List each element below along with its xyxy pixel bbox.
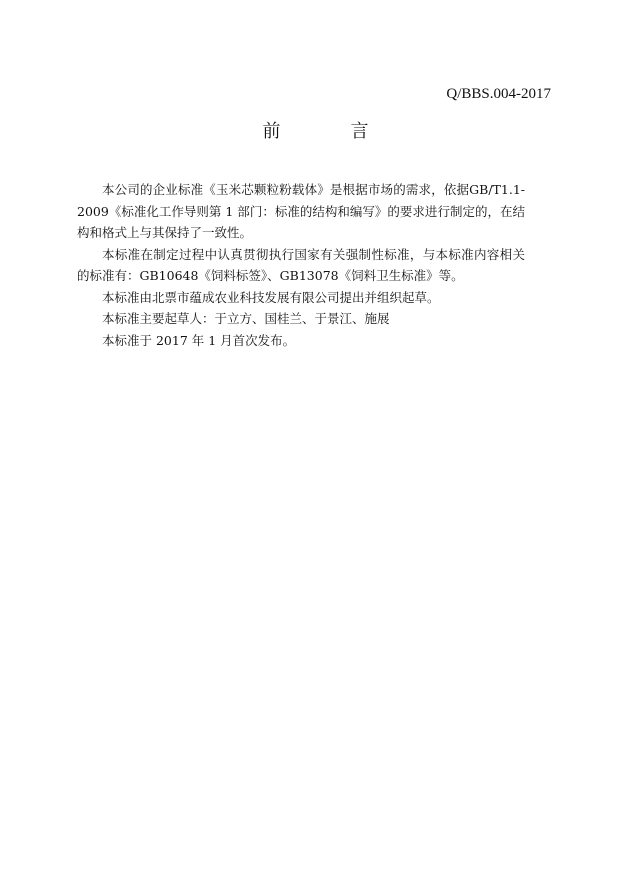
paragraph-related-standards: 本标准在制定过程中认真贯彻执行国家有关强制性标准，与本标准内容相关的标准有：GB10648《饲料标签》、GB13078《饲料卫生标准》等。 bbox=[77, 246, 525, 283]
paragraph-drafters: 本标准主要起草人：于立方、国桂兰、于景江、施展 bbox=[102, 311, 390, 326]
paragraph-release: 本标准于 2017 年 1 月首次发布。 bbox=[102, 332, 296, 348]
foreword-body bbox=[77, 179, 525, 351]
page-title: 前 言 bbox=[262, 121, 395, 142]
paragraph-proposer: 本标准由北票市蕴成农业科技发展有限公司提出并组织起草。 bbox=[102, 289, 440, 305]
paragraph-purpose: 本公司的企业标准《玉米芯颗粒粉载体》是根据市场的需求，依据GB/T1.1-2009《标准化工作导则第 1 部门：标准的结构和编写》的要求进行制定的，在结构和格式上与其保持了一致性。 bbox=[77, 182, 525, 240]
standard-code: Q/BBS.004-2017 bbox=[446, 86, 551, 102]
